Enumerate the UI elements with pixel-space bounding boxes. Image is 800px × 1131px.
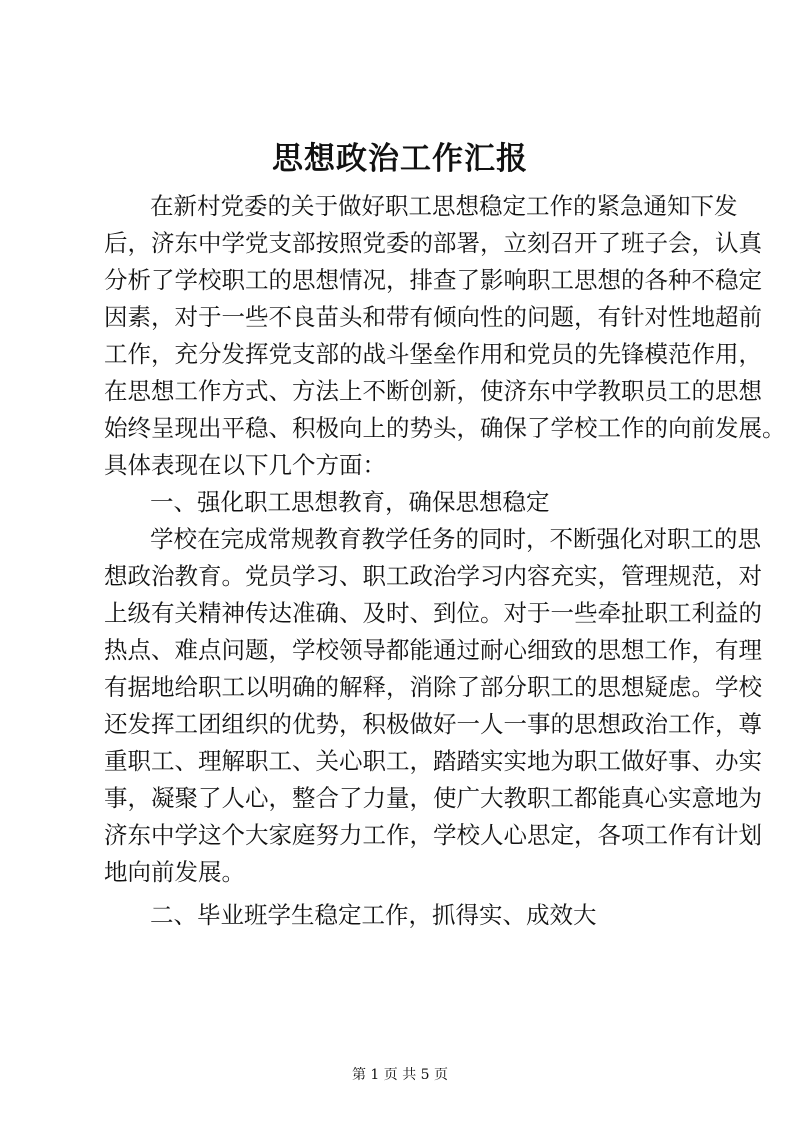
paragraph-line: 因素，对于一些不良苗头和带有倾向性的问题，有针对性地超前: [104, 303, 762, 331]
paragraph-line: 地向前发展。: [104, 858, 245, 886]
paragraph-line: 始终呈现出平稳、积极向上的势头，确保了学校工作的向前发展。: [104, 414, 786, 442]
paragraph-line: 济东中学这个大家庭努力工作，学校人心思定，各项工作有计划: [104, 821, 762, 849]
section-heading: 二、毕业班学生稳定工作，抓得实、成效大: [150, 901, 597, 929]
document-body: [104, 188, 786, 934]
section-heading: 一、强化职工思想教育，确保思想稳定: [150, 488, 550, 516]
page-footer: [0, 1065, 800, 1085]
page-number-label: 第 1 页 共 5 页: [351, 1067, 449, 1083]
paragraph-line: 分析了学校职工的思想情况，排查了影响职工思想的各种不稳定: [104, 266, 762, 294]
paragraph-line: 上级有关精神传达准确、及时、到位。对于一些牵扯职工利益的: [104, 599, 762, 627]
paragraph-line: 热点、难点问题，学校领导都能通过耐心细致的思想工作，有理: [104, 636, 762, 664]
paragraph-line: 还发挥工团组织的优势，积极做好一人一事的思想政治工作，尊: [104, 710, 762, 738]
paragraph-line: 在思想工作方式、方法上不断创新，使济东中学教职员工的思想: [104, 377, 762, 405]
paragraph-line: 有据地给职工以明确的解释，消除了部分职工的思想疑虑。学校: [104, 673, 762, 701]
paragraph-line: 想政治教育。党员学习、职工政治学习内容充实，管理规范，对: [104, 562, 762, 590]
paragraph-line: 事，凝聚了人心，整合了力量，使广大教职工都能真心实意地为: [104, 784, 762, 812]
document-title: 思想政治工作汇报: [272, 141, 528, 177]
paragraph-line: 后，济东中学党支部按照党委的部署，立刻召开了班子会，认真: [104, 229, 762, 257]
paragraph-line: 在新村党委的关于做好职工思想稳定工作的紧急通知下发: [150, 192, 738, 220]
paragraph-line: 工作，充分发挥党支部的战斗堡垒作用和党员的先锋模范作用，: [104, 340, 762, 368]
paragraph-line: 重职工、理解职工、关心职工，踏踏实实地为职工做好事、办实: [104, 747, 762, 775]
paragraph-line: 学校在完成常规教育教学任务的同时，不断强化对职工的思: [150, 525, 761, 553]
paragraph-line: 具体表现在以下几个方面：: [104, 451, 386, 479]
